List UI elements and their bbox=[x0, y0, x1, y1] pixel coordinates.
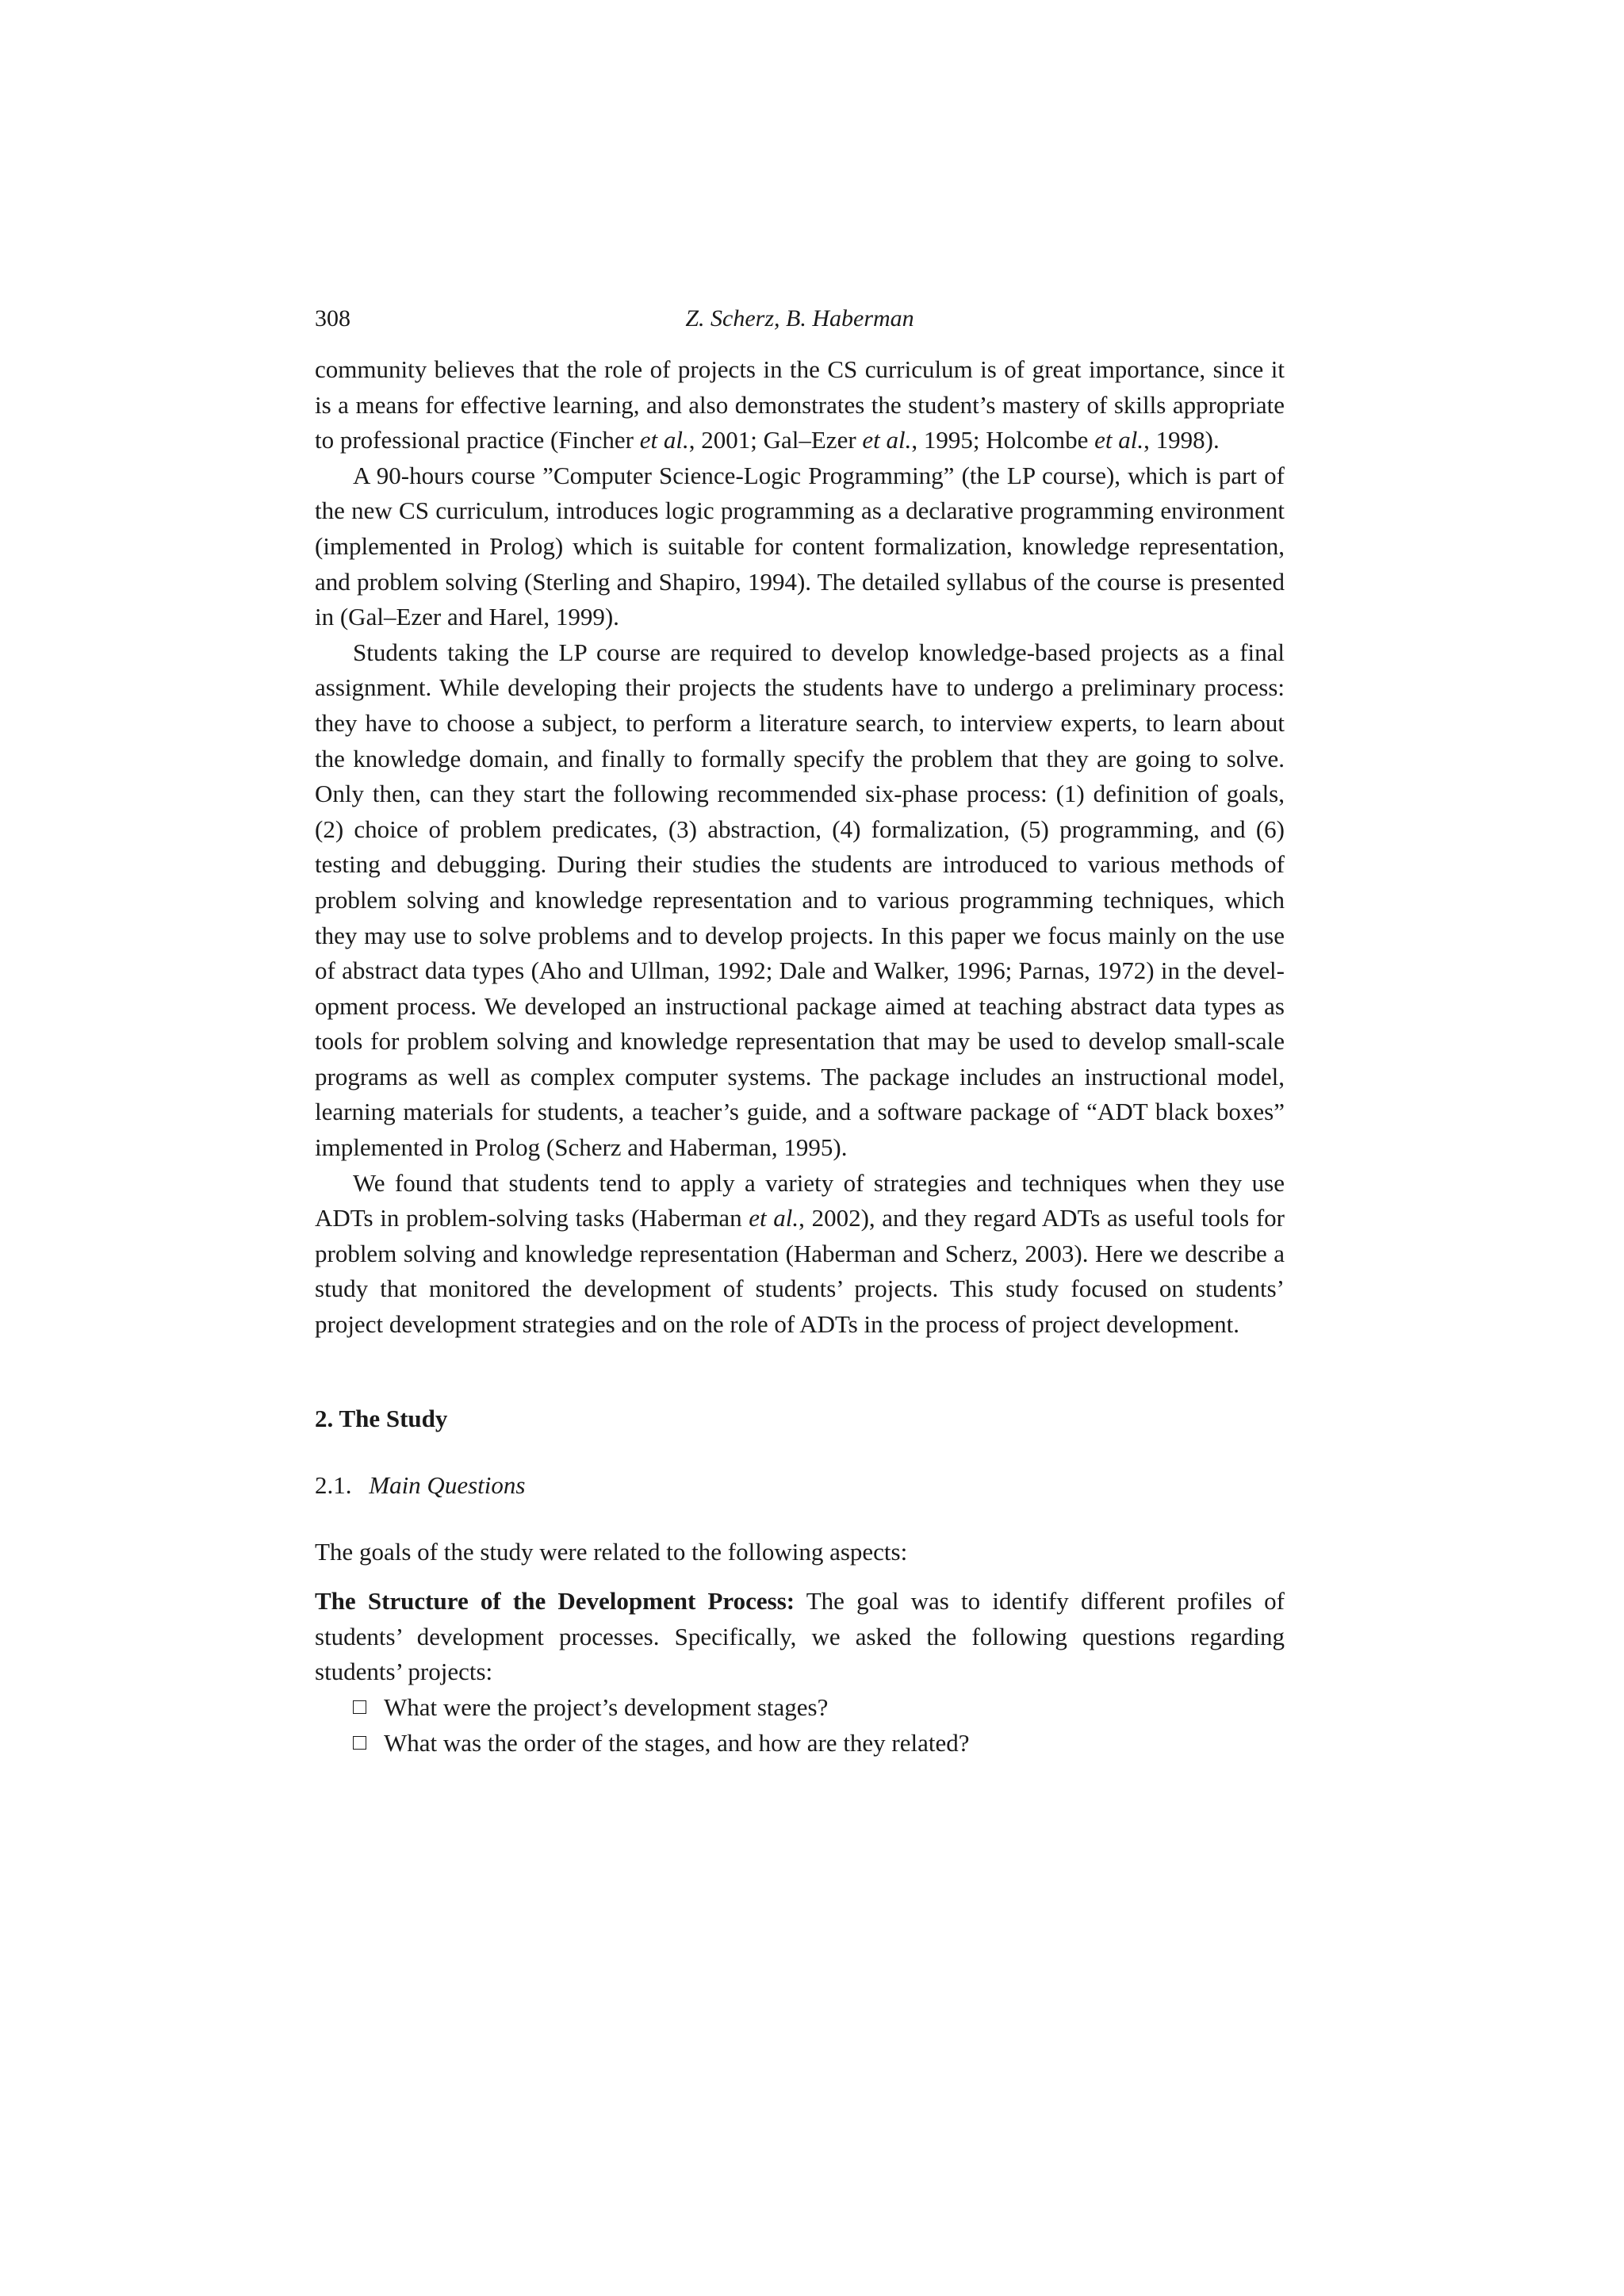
question-list bbox=[315, 1690, 1285, 1761]
subsection-number: 2.1. bbox=[315, 1470, 352, 1499]
question-text: What were the project’s development stages? bbox=[384, 1693, 829, 1721]
body-text bbox=[315, 352, 1285, 1761]
paragraph-3: Students taking the LP course are required to develop knowledge-based projects as a final assignment. While developing their projects the students have to undergo a preliminary process: they have to choose a subject, to perform a literature search, to interview experts, to learn about the knowledge domain, and finally to formally specify the problem that they are going to solve. Only then, can they start the following recommended six-phase process: (1) definition of goals, (2) choice of problem predicates, (3) abstraction, (4) formalization, (5) programming, and (6) testing and debugging. During their studies the students are introduced to various methods of problem solving and knowledge representation and to various programming techniques, which they may use to solve problems and to develop projects. In this paper we focus mainly on the use of abstract data types (Aho and Ullman, 1992; Dale and Walker, 1996; Parnas, 1972) in the development process. We developed an instructional package aimed at teaching abstract data types as tools for problem solving and knowledge representation that may be used to develop small-scale programs as well as complex computer systems. The package includes an instructional model, learning materials for students, a teacher’s guide, and a software package of “ADT black boxes” implemented in Prolog (Scherz and Haberman, 1995). bbox=[315, 638, 1285, 1162]
aspect-label: The Structure of the Development Process: bbox=[315, 1587, 795, 1616]
page-number: 308 bbox=[315, 305, 350, 332]
paper-page bbox=[315, 301, 1285, 1761]
square-bullet-icon bbox=[353, 1700, 366, 1714]
aspect-development-process bbox=[315, 1584, 1285, 1690]
running-head bbox=[315, 301, 1285, 336]
aspect-text: The goal was to identify different profiles of students’ development processes. Specifically, we asked the following questions regarding students’ projects: bbox=[315, 1587, 1285, 1686]
square-bullet-icon bbox=[353, 1736, 366, 1750]
goals-intro: The goals of the study were related to the following aspects: bbox=[315, 1537, 908, 1566]
paragraph-1: community believes that the role of projects in the CS curriculum is of great importance, since it is a means for effective learning, and also demonstrates the student’s mastery of skills appropriate to professional practice (Fincher et al., 2001; Gal–Ezer et al., 1995; Holcombe et al., 1998). bbox=[315, 355, 1285, 454]
list-item bbox=[353, 1726, 1285, 1761]
question-text: What was the order of the stages, and how are they related? bbox=[384, 1728, 970, 1757]
paragraph-2: A 90-hours course ”Computer Science-Logic Programming” (the LP course), which is part of the new CS curriculum, introduces logic programming as a declarative programming environment (implemented in Prolog) which is suitable for content formalization, knowledge representation, and problem solving (Sterling and Shapiro, 1994). The detailed syllabus of the course is presented in (Gal–Ezer and Harel, 1999). bbox=[315, 461, 1285, 631]
section-heading-the-study: 2. The Study bbox=[315, 1404, 448, 1432]
subsection-heading-main-questions bbox=[315, 1468, 1285, 1503]
list-item bbox=[353, 1690, 1285, 1726]
paragraph-4: We found that students tend to apply a variety of strategies and techniques when they use ADTs in problem-solving tasks (Haberman et al., 2002), and they regard ADTs as useful tools for problem solving and knowledge representation (Haberman and Scherz, 2003). Here we describe a study that monitored the development of students’ projects. This study focused on students’ project development strategies and on the role of ADTs in the process of project development. bbox=[315, 1168, 1285, 1339]
running-head-authors: Z. Scherz, B. Haberman bbox=[685, 305, 914, 332]
subsection-title: Main Questions bbox=[369, 1470, 526, 1499]
